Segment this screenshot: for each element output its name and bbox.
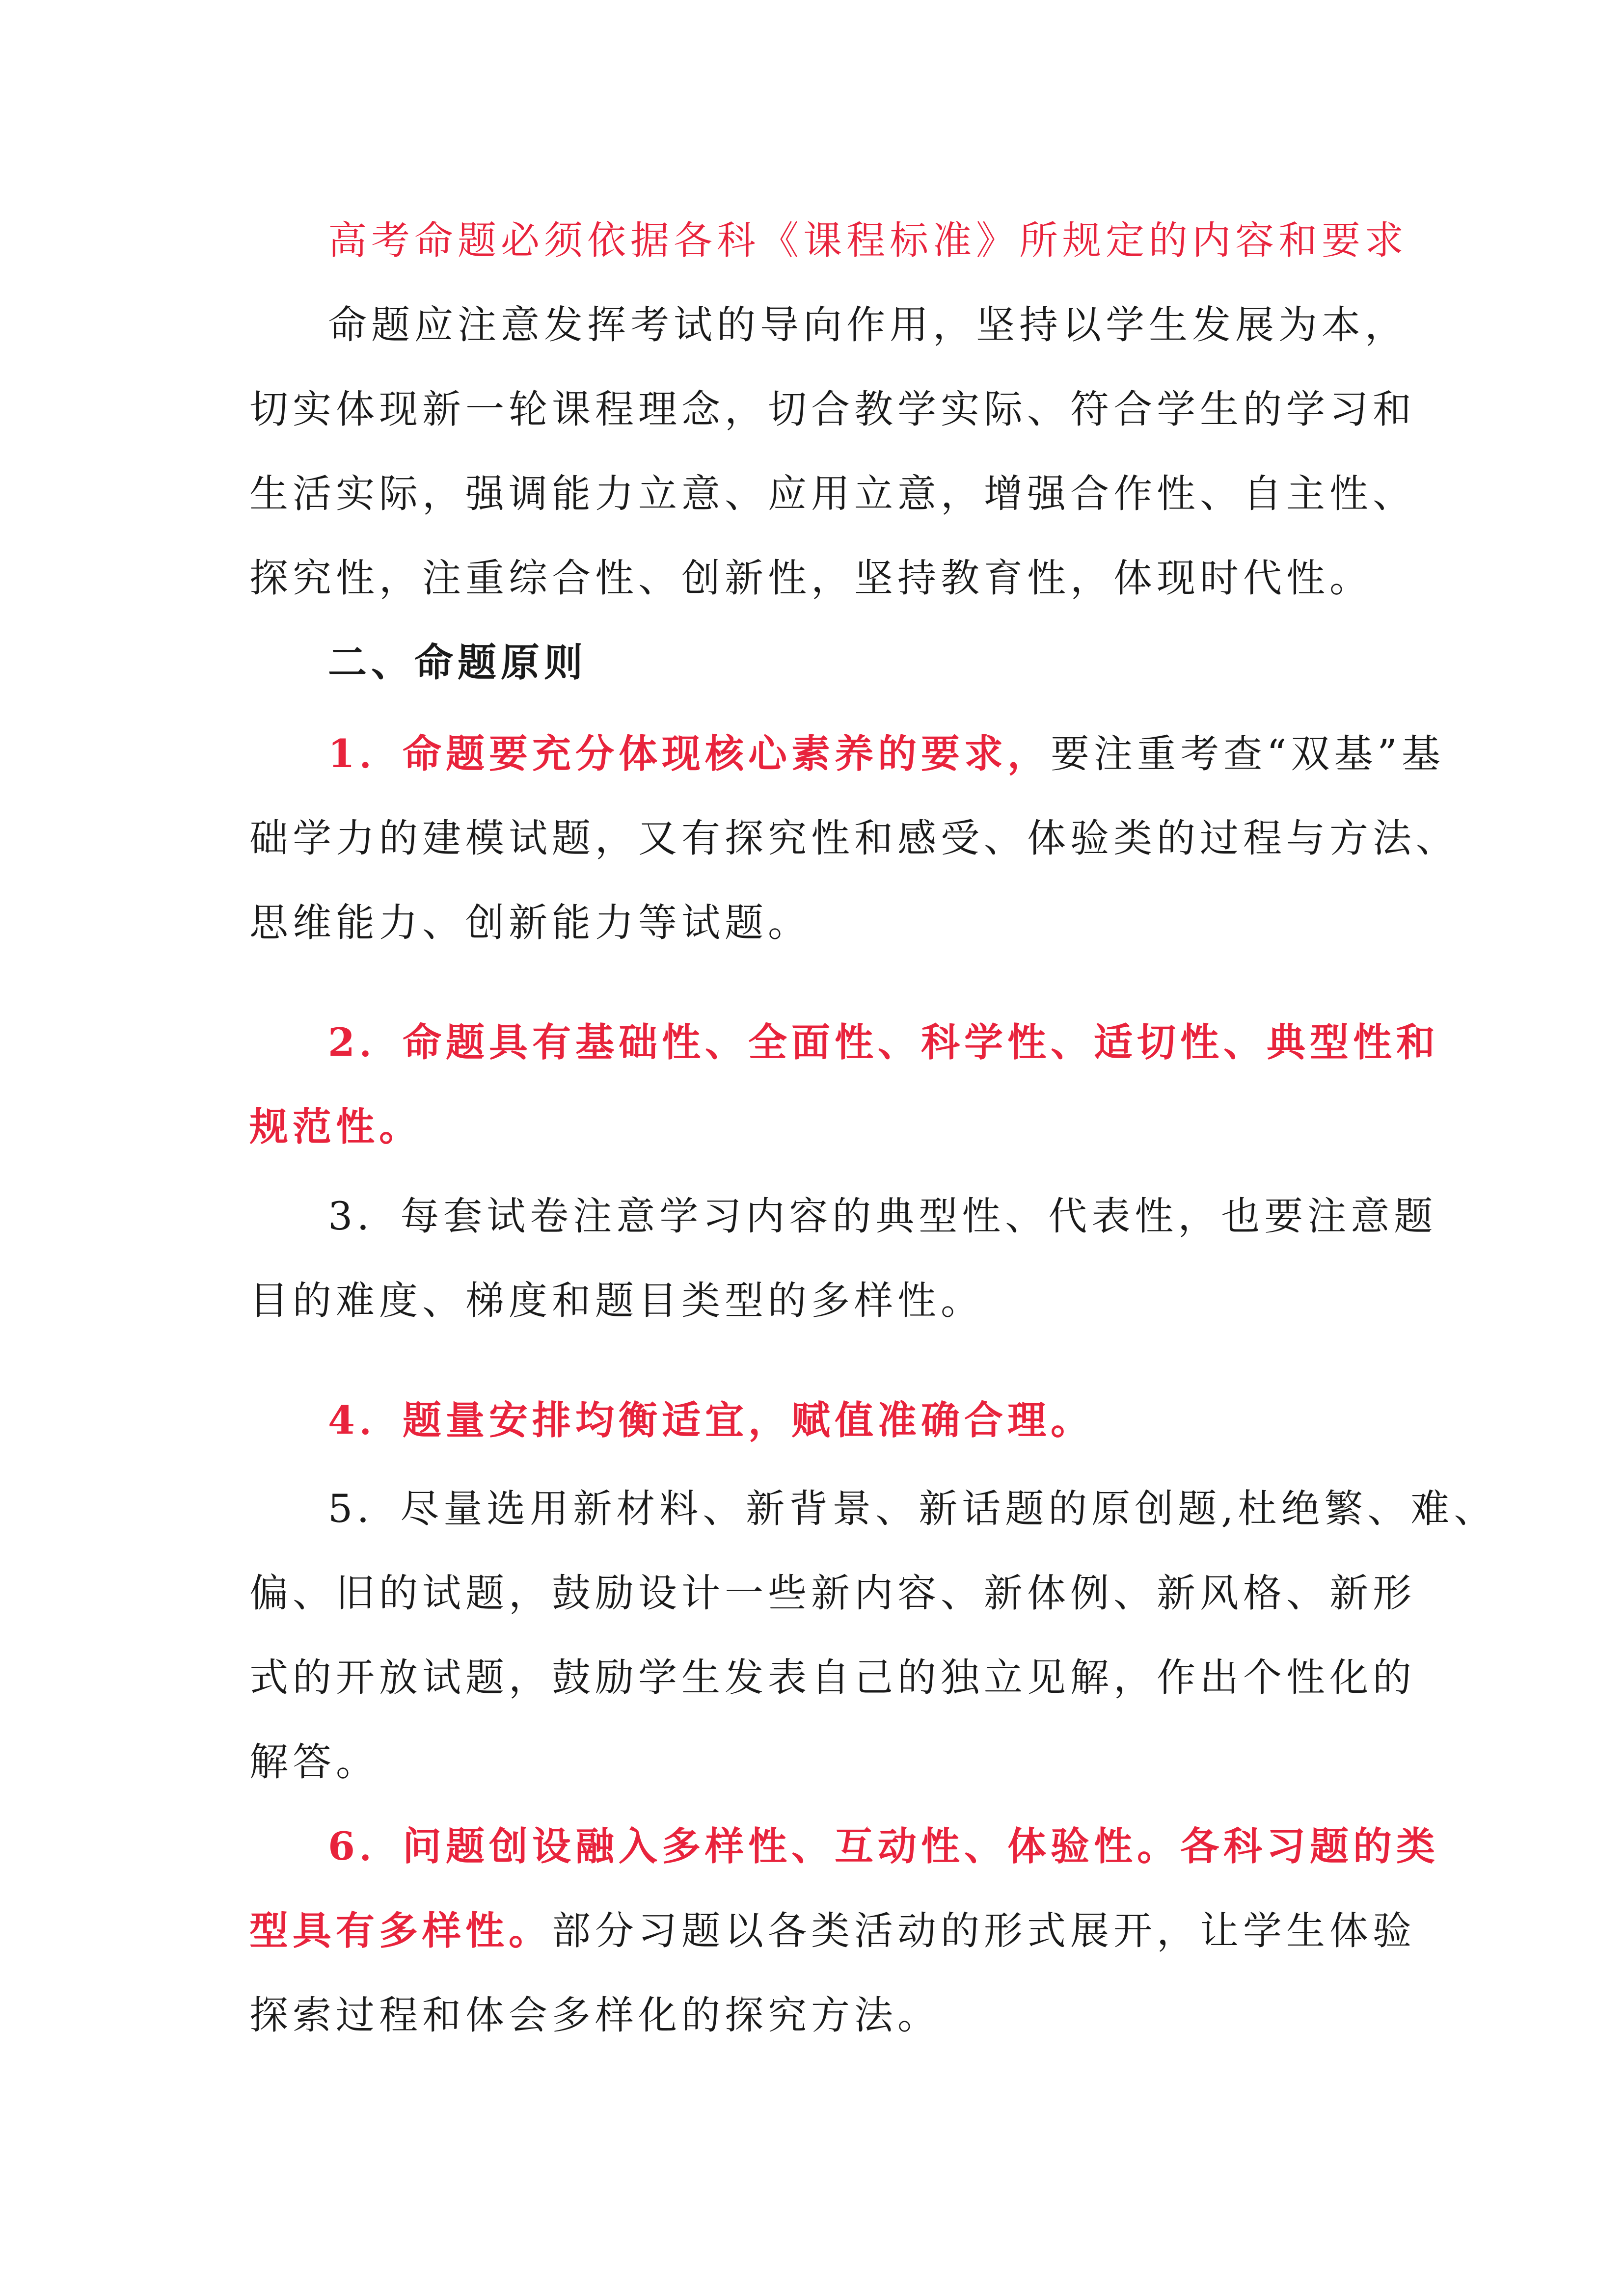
principle-6-line-1: 6．问题创设融入多样性、互动性、体验性。各科习题的类 <box>328 1823 1439 1869</box>
principle-6-rest: 部分习题以各类活动的形式展开，让学生体验 <box>552 1908 1416 1953</box>
intro-line-3: 生活实际，强调能力立意、应用立意，增强合作性、自主性、 <box>249 471 1416 516</box>
principle-5-line-3: 式的开放试题，鼓励学生发表自己的独立见解，作出个性化的 <box>249 1655 1416 1700</box>
principle-1-line-2: 础学力的建模试题，又有探究性和感受、体验类的过程与方法、 <box>249 816 1459 861</box>
document-title: 高考命题必须依据各科《课程标准》所规定的内容和要求 <box>328 218 1408 263</box>
principle-2-line-1: 2．命题具有基础性、全面性、科学性、适切性、典型性和 <box>328 1019 1439 1065</box>
principle-5-line-2: 偏、旧的试题，鼓励设计一些新内容、新体例、新风格、新形 <box>249 1571 1416 1616</box>
principle-1-rest: 要注重考查“双基”基 <box>1050 731 1445 776</box>
principle-5-line-1: 5．尽量选用新材料、新背景、新话题的原创题,杜绝繁、难、 <box>328 1486 1497 1531</box>
intro-line-1: 命题应注意发挥考试的导向作用，坚持以学生发展为本， <box>328 302 1408 347</box>
principle-4-line-1: 4．题量安排均衡适宜，赋值准确合理。 <box>328 1397 1094 1443</box>
intro-line-2: 切实体现新一轮课程理念，切合教学实际、符合学生的学习和 <box>249 387 1416 432</box>
principle-5-line-4: 解答。 <box>249 1739 379 1785</box>
principle-3-line-2: 目的难度、梯度和题目类型的多样性。 <box>249 1278 984 1323</box>
principle-2-line-2: 规范性。 <box>249 1104 422 1149</box>
principle-6-line-2 <box>249 1907 1416 1954</box>
principle-1-highlight: 1．命题要充分体现核心素养的要求， <box>328 731 1051 776</box>
principle-1-line-3: 思维能力、创新能力等试题。 <box>249 900 811 945</box>
section-heading: 二、命题原则 <box>328 640 587 685</box>
intro-line-4: 探究性，注重综合性、创新性，坚持教育性，体现时代性。 <box>249 556 1373 601</box>
principle-6-line-3: 探索过程和体会多样化的探究方法。 <box>249 1993 941 2038</box>
principle-6-highlight: 型具有多样性。 <box>249 1908 552 1953</box>
principle-3-line-1: 3．每套试卷注意学习内容的典型性、代表性，也要注意题 <box>328 1194 1437 1239</box>
principle-1-line-1 <box>328 730 1445 777</box>
